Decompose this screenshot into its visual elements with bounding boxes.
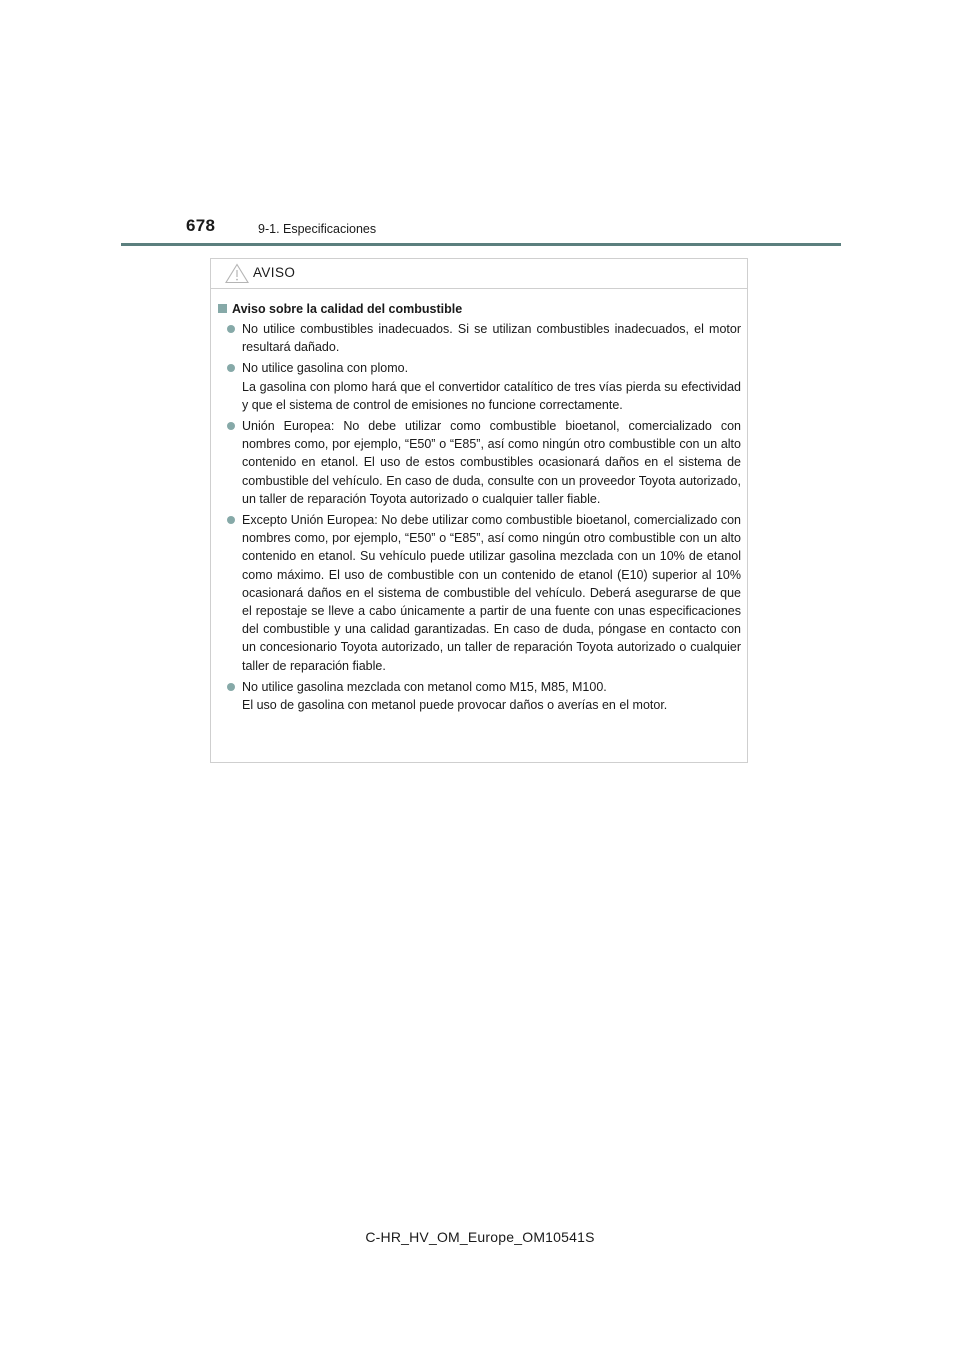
circle-bullet-icon xyxy=(227,683,235,691)
bullet-paragraph: La gasolina con plomo hará que el convertidor catalítico de tres vías pierda su efectividad y que el sistema de control de emisiones no funcione correctamente. xyxy=(242,379,741,412)
circle-bullet-icon xyxy=(227,516,235,524)
circle-bullet-icon xyxy=(227,422,235,430)
bullet-paragraph: No utilice gasolina con plomo. xyxy=(242,361,409,376)
header-rule xyxy=(121,243,841,246)
bullet-paragraph: Unión Europea: No debe utilizar como combustible bioetanol, comercializado con nombres como, por ejemplo, “E50” o “E85”, así como ningún otro combustible con un alto contenido en etanol. El uso de estos combustibles ocasionará daños en el sistema de combustible del vehículo. En caso de duda, consulte con un proveedor Toyota autorizado, un taller de reparación Toyota autorizado o cualquier taller fiable. xyxy=(242,419,741,506)
bullet-item xyxy=(217,417,741,508)
bullet-list xyxy=(217,320,741,714)
bullet-paragraph: El uso de gasolina con metanol puede provocar daños o averías en el motor. xyxy=(242,698,668,713)
circle-bullet-icon xyxy=(227,325,235,333)
footer-code: C-HR_HV_OM_Europe_OM10541S xyxy=(365,1229,595,1245)
square-bullet-icon xyxy=(218,304,227,313)
bullet-paragraph: No utilice gasolina mezclada con metanol como M15, M85, M100. xyxy=(242,679,607,694)
warning-triangle-icon xyxy=(225,263,249,284)
section-title: 9-1. Especificaciones xyxy=(258,222,377,236)
bullet-item xyxy=(217,359,741,414)
subheading-text: Aviso sobre la calidad del combustible xyxy=(232,302,463,316)
page-number: 678 xyxy=(186,216,216,235)
bullet-item xyxy=(217,678,741,714)
bullet-paragraph: No utilice combustibles inadecuados. Si se utilizan combustibles inadecuados, el motor resultará dañado. xyxy=(242,322,741,355)
warning-box xyxy=(210,258,748,763)
bullet-item xyxy=(217,511,741,675)
bullet-item xyxy=(217,320,741,356)
warning-label: AVISO xyxy=(253,265,296,280)
warning-header xyxy=(211,259,747,289)
circle-bullet-icon xyxy=(227,364,235,372)
warning-body xyxy=(211,289,747,714)
bullet-paragraph: Excepto Unión Europea: No debe utilizar como combustible bioetanol, comercializado con nombres como, por ejemplo, “E50” o “E85”, así como ningún otro combustible con un alto contenido en etanol. Su vehículo puede utilizar gasolina mezclada con un 10% de etanol como máximo. El uso de combustible con un contenido de etanol (E10) superior al 10% ocasionará daños en el sistema de combustible del vehículo. Deberá asegurarse de que el repostaje se lleve a cabo únicamente a partir de una fuente con unas especificaciones del combustible y una calidad garantizadas. En caso de duda, póngase en contacto con un concesionario Toyota autorizado, un taller de reparación Toyota autorizado o cualquier taller de reparación fiable. xyxy=(242,513,741,673)
warning-subheading xyxy=(217,301,741,318)
